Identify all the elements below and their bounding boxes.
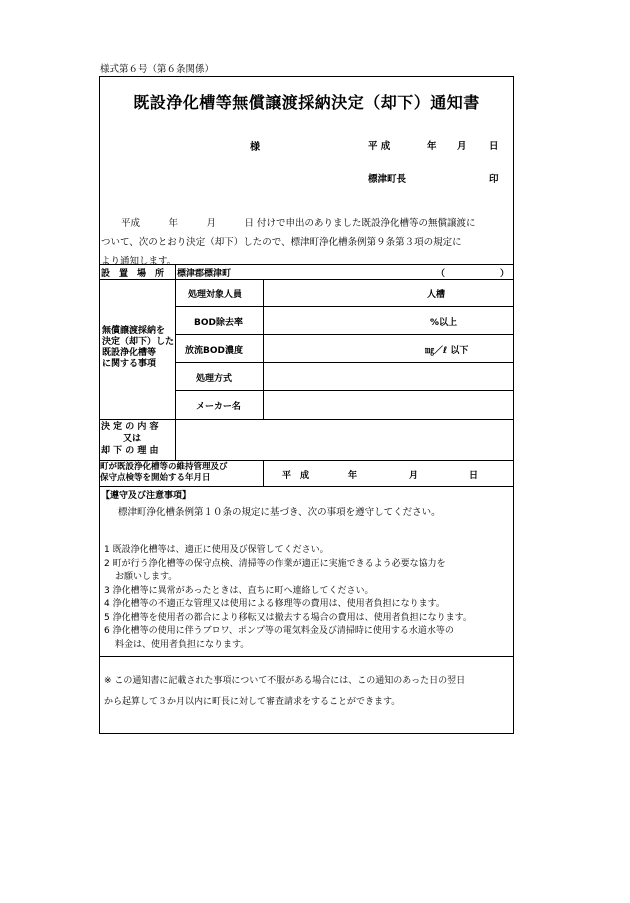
maintenance-month: 月	[409, 471, 419, 481]
row-divider	[175, 362, 514, 363]
location-paren-close: ）	[500, 269, 510, 279]
column-divider	[263, 460, 264, 486]
issuer-name: 標津町長	[368, 174, 407, 185]
maintenance-label: 町が既設浄化槽等の維持管理及び 保守点検等を開始する年月日	[100, 462, 228, 483]
location-label: 設 置 場 所	[101, 269, 165, 279]
row-divider	[175, 306, 514, 307]
list-item: 6 浄化槽等の使用に伴うブロワ、ポンプ等の電気料金及び清掃時に使用する水道水等の	[104, 626, 454, 636]
row-divider	[99, 460, 514, 461]
notice-line-2: ついて、次のとおり決定（却下）したので、標津町浄化槽条例第９条第３項の規定に	[101, 237, 462, 248]
notes-intro: 標津町浄化槽条例第１０条の規定に基づき、次の事項を遵守してください。	[118, 507, 441, 518]
row-divider	[99, 419, 514, 420]
list-item: お願いします。	[115, 572, 178, 582]
list-item: 5 浄化槽等を使用者の都合により移転又は撤去する場合の費用は、使用者負担になります。	[104, 612, 472, 623]
document-title: 既設浄化槽等無償譲渡採納決定（却下）通知書	[133, 93, 480, 112]
list-item: 料金は、使用者負担になります。	[115, 639, 250, 650]
appeal-line-1: ※ この通知書に記載された事項について不服がある場合には、この通知のあった日の翌日	[104, 676, 466, 686]
reason-label: 決 定 の 内 容 又は 却 下 の 理 由	[101, 422, 159, 456]
issue-date-year: 年	[427, 141, 437, 152]
appeal-line-2: から起算して３か月以内に町長に対して審査請求をすることができます。	[104, 697, 401, 707]
row-label-capacity: 処理対象人員	[188, 290, 243, 300]
row-divider	[175, 390, 514, 391]
row-divider	[175, 334, 514, 335]
section-divider	[99, 656, 514, 657]
addressee-suffix: 様	[250, 142, 260, 153]
notice-line-1: 平成 年 月 日 付けで申出のありました既設浄化槽等の無償譲渡に	[121, 218, 476, 229]
list-item: 4 浄化槽等の不適正な管理又は使用による修理等の費用は、使用者負担になります。	[104, 599, 445, 609]
maintenance-day: 日	[469, 471, 479, 481]
form-code: 様式第６号（第６条関係）	[100, 64, 215, 75]
notes-list	[104, 544, 472, 652]
notice-line-3: より通知します。	[101, 256, 177, 267]
row-value-bod-concentration: ㎎／ℓ 以下	[425, 346, 469, 356]
row-label-bod-removal: BOD除去率	[194, 318, 243, 328]
row-label-manufacturer: メーカー名	[196, 402, 241, 412]
notes-heading: 【遵守及び注意事項】	[101, 491, 192, 501]
seal-mark: 印	[489, 174, 499, 185]
issue-date-month: 月	[457, 141, 467, 152]
column-divider	[175, 264, 176, 460]
column-divider	[263, 279, 264, 419]
list-item: 1 既設浄化槽等は、適正に使用及び保管してください。	[104, 545, 329, 555]
notice-text	[101, 214, 513, 271]
maintenance-year: 年	[348, 471, 358, 481]
table-top-border	[99, 264, 514, 265]
row-value-bod-removal: %以上	[430, 318, 458, 328]
row-value-capacity: 人槽	[427, 290, 446, 300]
list-item: 2 町が行う浄化槽等の保守点検、清掃等の作業が適正に実施できるよう必要な協力を	[104, 558, 446, 569]
decided-items-group-label: 無償譲渡採納を 決定（却下）した 既設浄化槽等 に関する事項	[102, 326, 175, 369]
row-label-bod-concentration: 放流BOD濃度	[185, 346, 243, 356]
location-paren-open: （	[436, 269, 446, 279]
row-divider	[99, 279, 514, 280]
maintenance-era: 平 成	[282, 471, 310, 481]
row-label-treatment-method: 処理方式	[196, 374, 233, 384]
location-value: 標津郡標津町	[177, 269, 232, 279]
issue-date-day: 日	[489, 141, 499, 152]
row-divider	[99, 486, 514, 487]
issue-date-era: 平 成	[368, 141, 391, 152]
list-item: 3 浄化槽等に異常があったときは、直ちに町へ連絡してください。	[104, 585, 374, 596]
